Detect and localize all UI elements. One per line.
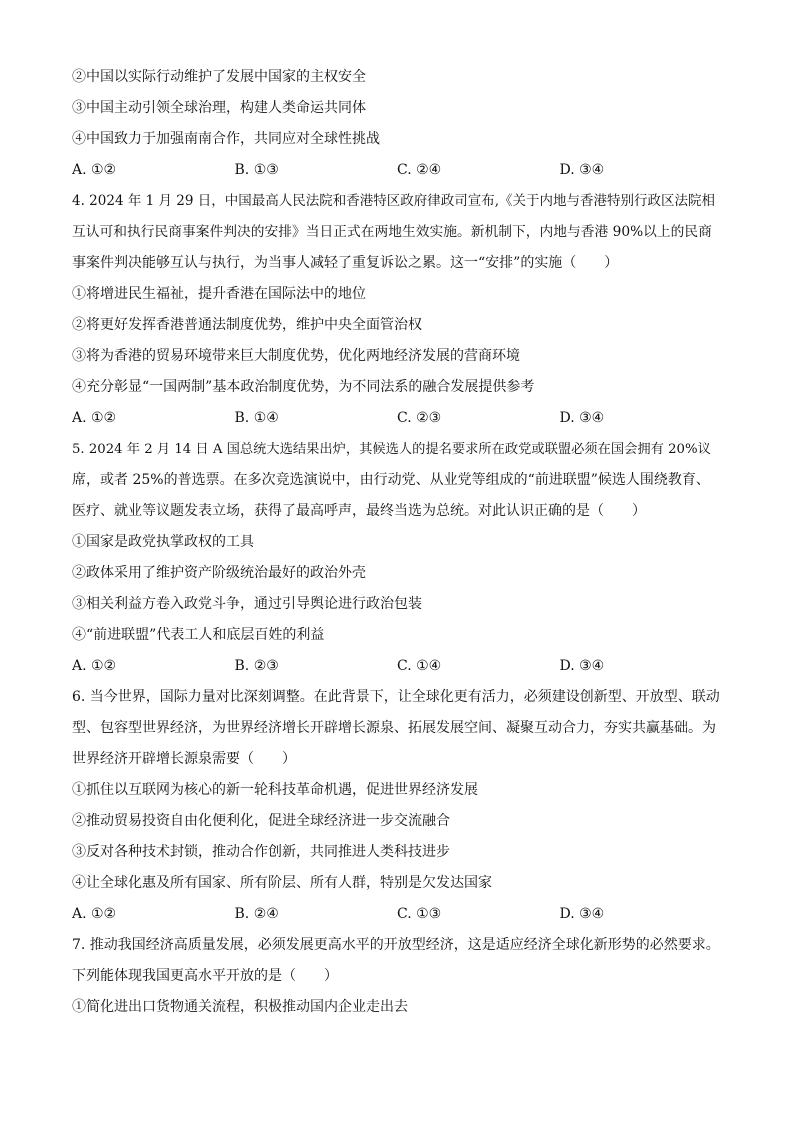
q4-stem-line-3: 事案件判决能够互认与执行，为当事人减轻了重复诉讼之累。这一“安排”的实施（ ） — [72, 255, 619, 271]
q6-item-3: ③反对各种技术封锁，推动合作创新，共同推进人类科技进步 — [72, 844, 450, 860]
q5-item-1: ①国家是政党执掌政权的工具 — [72, 534, 254, 550]
q6-option-b: B. ②④ — [234, 906, 279, 922]
q6-item-4: ④让全球化惠及所有国家、所有阶层、所有人群，特别是欠发达国家 — [72, 875, 492, 891]
q3-item-2: ②中国以实际行动维护了发展中国家的主权安全 — [72, 69, 366, 85]
q5-item-2: ②政体采用了维护资产阶级统治最好的政治外壳 — [72, 565, 366, 581]
q6-options — [72, 899, 722, 930]
q5-stem-line-3: 医疗、就业等议题发表立场，获得了最高呼声，最终当选为总统。对此认识正确的是（ ） — [72, 503, 646, 519]
q5-option-c: C. ①④ — [397, 658, 442, 674]
q6-stem-line-2: 型、包容型世界经济，为世界经济增长开辟增长源泉、拓展发展空间、凝聚互动合力，夯实共赢基础。为 — [72, 720, 716, 736]
q6-item-1: ①抓住以互联网为核心的新一轮科技革命机遇，促进世界经济发展 — [72, 782, 478, 798]
q6-option-d: D. ③④ — [559, 906, 605, 922]
q5-stem-line-2: 席，或者 25%的普选票。在多次竞选演说中，由行动党、从业党等组成的“前进联盟”候选人围绕教育、 — [72, 472, 710, 488]
q3-option-c: C. ②④ — [397, 162, 442, 178]
document-page — [72, 62, 722, 1023]
q4-item-2: ②将更好发挥香港普通法制度优势，维护中央全面管治权 — [72, 317, 422, 333]
q6-option-a: A. ①② — [72, 906, 117, 922]
q7-stem-line-1: 7. 推动我国经济高质量发展，必须发展更高水平的开放型经济，这是适应经济全球化新形势的必然要求。 — [72, 937, 720, 953]
q7-item-1: ①简化进出口货物通关流程，积极推动国内企业走出去 — [72, 999, 408, 1015]
q4-item-1: ①将增进民生福祉，提升香港在国际法中的地位 — [72, 286, 366, 302]
q4-option-d: D. ③④ — [559, 410, 605, 426]
q5-item-4: ④“前进联盟”代表工人和底层百姓的利益 — [72, 627, 325, 643]
q3-option-b: B. ①③ — [234, 162, 279, 178]
q7-stem-line-2: 下列能体现我国更高水平开放的是（ ） — [72, 968, 338, 984]
q5-option-a: A. ①② — [72, 658, 117, 674]
q5-stem-line-1: 5. 2024 年 2 月 14 日 A 国总统大选结果出炉，其候选人的提名要求所在政党或联盟必须在国会拥有 20%议 — [72, 442, 711, 457]
q5-options — [72, 651, 722, 682]
q3-options — [72, 155, 722, 186]
q6-item-2: ②推动贸易投资自由化便利化，促进全球经济进一步交流融合 — [72, 813, 450, 829]
q6-option-c: C. ①③ — [397, 906, 442, 922]
q4-stem-line-1: 4. 2024 年 1 月 29 日，中国最高人民法院和香港特区政府律政司宣布,《关于内地与香港特别行政区法院相 — [72, 193, 716, 209]
q6-stem-line-1: 6. 当今世界，国际力量对比深刻调整。在此背景下，让全球化更有活力，必须建设创新型、开放型、联动 — [72, 689, 720, 705]
q6-stem-line-3: 世界经济开辟增长源泉需要（ ） — [72, 751, 296, 767]
q4-options — [72, 403, 722, 434]
q3-option-d: D. ③④ — [559, 162, 605, 178]
q5-option-b: B. ②③ — [234, 658, 279, 674]
q4-option-c: C. ②③ — [397, 410, 442, 426]
q3-item-4: ④中国致力于加强南南合作，共同应对全球性挑战 — [72, 131, 380, 147]
q4-option-b: B. ①④ — [234, 410, 279, 426]
q4-stem-line-2: 互认可和执行民商事案件判决的安排》当日正式在两地生效实施。新机制下，内地与香港 90%以上的民商 — [72, 224, 712, 240]
q4-option-a: A. ①② — [72, 410, 117, 426]
q3-item-3: ③中国主动引领全球治理，构建人类命运共同体 — [72, 100, 366, 116]
q4-item-4: ④充分彰显“一国两制”基本政治制度优势，为不同法系的融合发展提供参考 — [72, 379, 535, 395]
q5-item-3: ③相关利益方卷入政党斗争，通过引导舆论进行政治包装 — [72, 596, 422, 612]
q5-option-d: D. ③④ — [559, 658, 605, 674]
q3-option-a: A. ①② — [72, 162, 117, 178]
q4-item-3: ③将为香港的贸易环境带来巨大制度优势，优化两地经济发展的营商环境 — [72, 348, 520, 364]
